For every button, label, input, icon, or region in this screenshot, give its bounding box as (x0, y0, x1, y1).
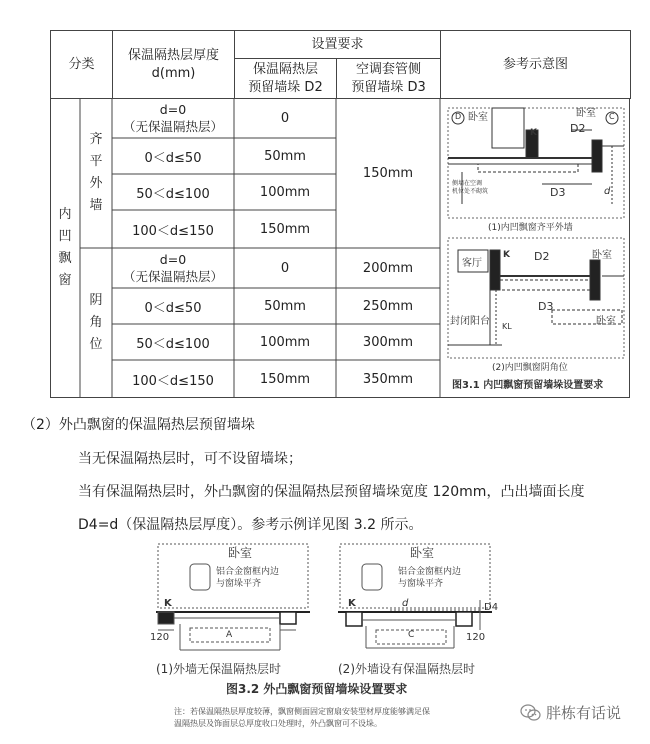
header-category: 分类 (51, 31, 113, 99)
figure-3-2 (150, 540, 500, 700)
table-row: d=0 （无保温隔热层） (122, 252, 223, 284)
fig31-balcony-label: 封闭阳台 (450, 316, 490, 327)
section-heading: （2）外凸飘窗的保温隔热层预留墙垛 (22, 417, 255, 433)
table-cell-d2: 0 (280, 110, 290, 126)
header-thickness: 保温隔热层厚度 d(mm) (113, 31, 235, 99)
table-cell-d2: 150mm (259, 371, 311, 387)
fig32-note-right: 铝合金窗框内边 与窗垛平齐 (398, 567, 462, 589)
table-row: d=0 （无保温隔热层） (122, 102, 223, 134)
table-row: 0＜d≤50 (144, 150, 202, 166)
section-line-1: 当无保温隔热层时，可不设留墙垛； (78, 451, 302, 467)
table-cell-d2: 50mm (264, 298, 306, 314)
fig32-bedroom-right: 卧室 (410, 546, 435, 560)
fig31-k-label: K (530, 128, 537, 138)
fig31-caption: 图3.1 内凹飘窗预留墙垛设置要求 (452, 380, 604, 391)
table-cell-d3: 200mm (362, 260, 414, 276)
fig32-c-label: C (408, 630, 415, 640)
fig32-d4-label: D4 (484, 602, 499, 613)
table-cell-d3: 350mm (362, 371, 414, 387)
fig31-circle-d-label: D (455, 112, 462, 121)
table-row: 100＜d≤150 (132, 373, 214, 389)
header-reference: 参考示意图 (441, 31, 631, 99)
fig32-dim-120-left: 120 (150, 632, 170, 643)
fig32-sub1-caption: (1)外墙无保温隔热层时 (156, 662, 281, 676)
fig31-bedroom-label-right: 卧室 (576, 108, 596, 119)
fig31-kl-label: KL (502, 322, 512, 331)
table-row: 0＜d≤50 (144, 300, 202, 316)
fig31-living-label: 客厅 (462, 258, 482, 269)
table-row: 50＜d≤100 (136, 336, 210, 352)
fig31-sub2-caption: (2)内凹飘窗阴角位 (492, 363, 568, 373)
table-row: 50＜d≤100 (136, 186, 210, 202)
fig32-a-label: A (226, 630, 233, 640)
group-corner-label: 阴 角 位 (89, 293, 103, 352)
group-flush-label: 齐 平 外 墙 (89, 132, 103, 213)
fig32-k-left: K (164, 598, 172, 609)
outer-category-label: 内 凹 飘 窗 (58, 207, 72, 288)
spec-table (50, 30, 631, 99)
fig32-d-label: d (402, 598, 409, 609)
table-cell-d2: 150mm (259, 221, 311, 237)
table-cell-d3: 300mm (362, 334, 414, 350)
fig32-bedroom-left: 卧室 (228, 546, 253, 560)
header-d2: 保温隔热层 预留墙垛 D2 (235, 59, 337, 99)
fig31-d2b-label: D2 (534, 250, 550, 263)
header-d3: 空调套管侧 预留墙垛 D3 (337, 59, 441, 99)
fig32-sub2-caption: (2)外墙设有保温隔热层时 (338, 662, 475, 676)
fig32-dim-120-right: 120 (466, 632, 486, 643)
figure-3-1 (442, 100, 628, 396)
table-cell-d2: 50mm (264, 148, 306, 164)
fig31-ac-note: 侧墙在空调 机位处不砌筑 (452, 180, 489, 195)
table-cell-d2: 100mm (259, 334, 311, 350)
fig32-footnote: 注：若保温隔热层厚度较薄，飘窗侧面固定窗扇安装型材厚度能够满足保 温隔热层及饰面层总厚度收口处理时，外凸飘窗可不设垛。 (174, 707, 430, 728)
watermark (520, 702, 621, 723)
fig31-bedroom3-label: 卧室 (596, 316, 616, 327)
fig31-circle-c-label: C (609, 112, 615, 121)
fig32-caption: 图3.2 外凸飘窗预留墙垛设置要求 (226, 682, 408, 696)
table-cell-d3: 250mm (362, 298, 414, 314)
fig32-note-left: 铝合金窗框内边 与窗垛平齐 (216, 567, 280, 589)
table-body (50, 98, 630, 398)
section-line-2: 当有保温隔热层时，外凸飘窗的保温隔热层预留墙垛宽度 120mm，凸出墙面长度 (78, 484, 585, 500)
fig31-bedroom2-label: 卧室 (592, 250, 612, 261)
fig31-d-label: d (604, 186, 611, 197)
table-cell-d2: 0 (280, 260, 290, 276)
fig31-sub1-caption: (1)内凹飘窗齐平外墙 (488, 223, 573, 233)
fig31-d3-label: D3 (550, 186, 566, 199)
table-cell-d3-merged: 150mm (362, 165, 414, 181)
section-line-3: D4=d（保温隔热层厚度）。参考示例详见图 3.2 所示。 (78, 517, 423, 533)
fig31-d3b-label: D3 (538, 300, 554, 313)
wechat-icon (520, 704, 542, 722)
header-settings: 设置要求 (235, 31, 441, 59)
fig32-k-right: K (348, 598, 356, 609)
fig31-bedroom-label-left: 卧室 (468, 112, 488, 123)
table-cell-d2: 100mm (259, 184, 311, 200)
table-row: 100＜d≤150 (132, 223, 214, 239)
fig31-k2-label: K (503, 250, 510, 260)
watermark-text: 胖栋有话说 (546, 704, 622, 722)
fig31-d2-label: D2 (570, 122, 586, 135)
